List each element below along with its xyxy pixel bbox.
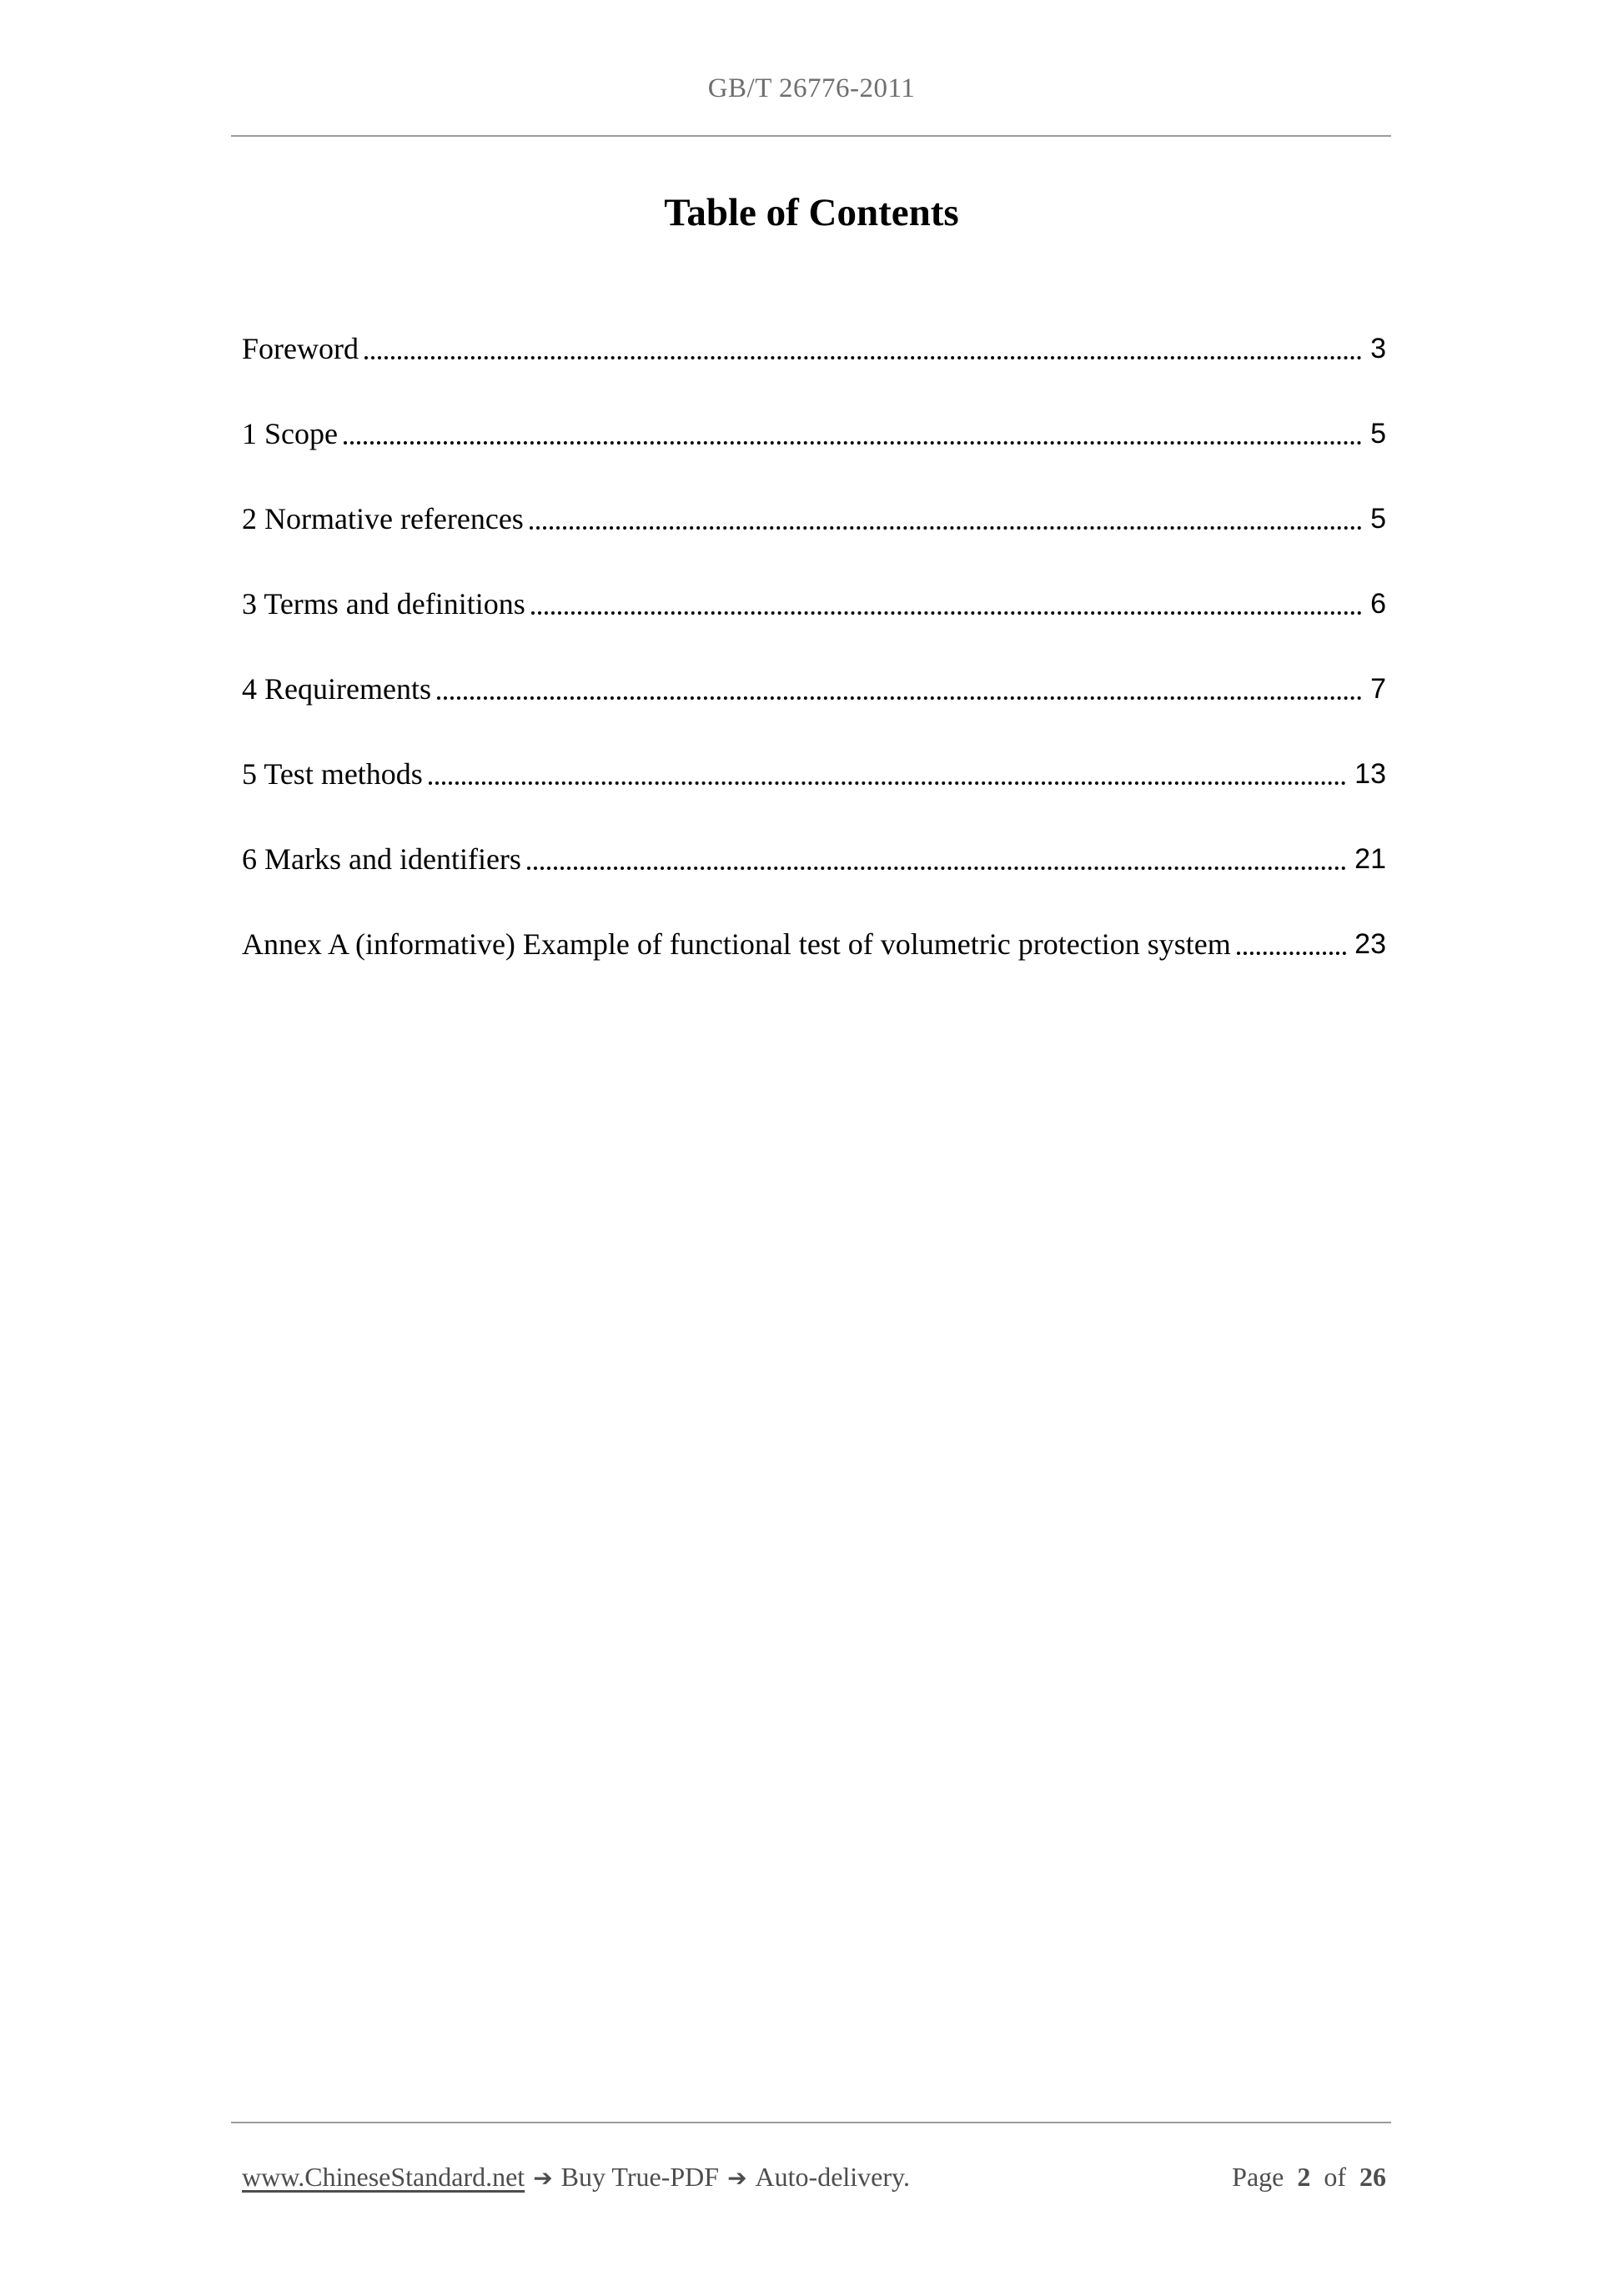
toc-entry-foreword (242, 330, 1386, 367)
toc-entry-terms-definitions (242, 585, 1386, 622)
of-label: of (1324, 2162, 1346, 2192)
dot-leader (527, 867, 1346, 870)
toc-entry-normative-references (242, 500, 1386, 537)
footer-action-buy: Buy True-PDF (560, 2162, 720, 2192)
dot-leader (531, 611, 1362, 615)
dot-leader (429, 781, 1346, 785)
website-link[interactable]: www.ChineseStandard.net (242, 2162, 525, 2192)
page-indicator (1225, 2162, 1386, 2193)
toc-entry-page: 5 (1370, 418, 1386, 450)
dot-leader (437, 696, 1362, 700)
toc-entry-marks-identifiers (242, 841, 1386, 877)
header-doc-code: GB/T 26776-2011 (707, 73, 916, 103)
toc-entry-label: Foreword (242, 332, 359, 365)
footer-left (242, 2162, 910, 2193)
toc-entry-label: 2 Normative references (242, 502, 524, 535)
toc-entry-page: 13 (1354, 758, 1386, 790)
dot-leader (530, 526, 1362, 530)
toc-entry-label: 6 Marks and identifiers (242, 842, 521, 876)
toc-entry-label: 1 Scope (242, 417, 338, 450)
toc-entry-label: 5 Test methods (242, 757, 423, 791)
toc-entry-page: 21 (1354, 843, 1386, 875)
page-label: Page (1232, 2162, 1284, 2192)
right-arrow-icon: ➔ (533, 2164, 553, 2192)
toc-entry-page: 5 (1370, 503, 1386, 535)
page-current: 2 (1297, 2162, 1311, 2192)
toc-entry-scope (242, 415, 1386, 452)
right-arrow-icon: ➔ (727, 2164, 747, 2192)
toc-entry-page: 23 (1354, 928, 1386, 960)
footer-action-delivery: Auto-delivery. (755, 2162, 910, 2192)
toc-entry-test-methods (242, 756, 1386, 792)
toc-entry-label: 3 Terms and definitions (242, 587, 525, 620)
toc-entry-page: 7 (1370, 673, 1386, 705)
toc-entry-annex-a (242, 926, 1386, 962)
page-total: 26 (1359, 2162, 1386, 2192)
page-title: Table of Contents (664, 191, 959, 234)
header-rule (231, 135, 1391, 137)
dot-leader (344, 441, 1362, 445)
toc-entry-label: Annex A (informative) Example of functional test of volumetric protection system (242, 927, 1231, 961)
toc-entry-page: 6 (1370, 588, 1386, 620)
footer-rule (231, 2122, 1391, 2123)
table-of-contents (242, 330, 1386, 1011)
dot-leader (364, 356, 1362, 359)
toc-entry-requirements (242, 671, 1386, 707)
dot-leader (1237, 952, 1346, 955)
toc-entry-label: 4 Requirements (242, 672, 431, 706)
page-footer (242, 2162, 1386, 2193)
toc-entry-page: 3 (1370, 333, 1386, 364)
